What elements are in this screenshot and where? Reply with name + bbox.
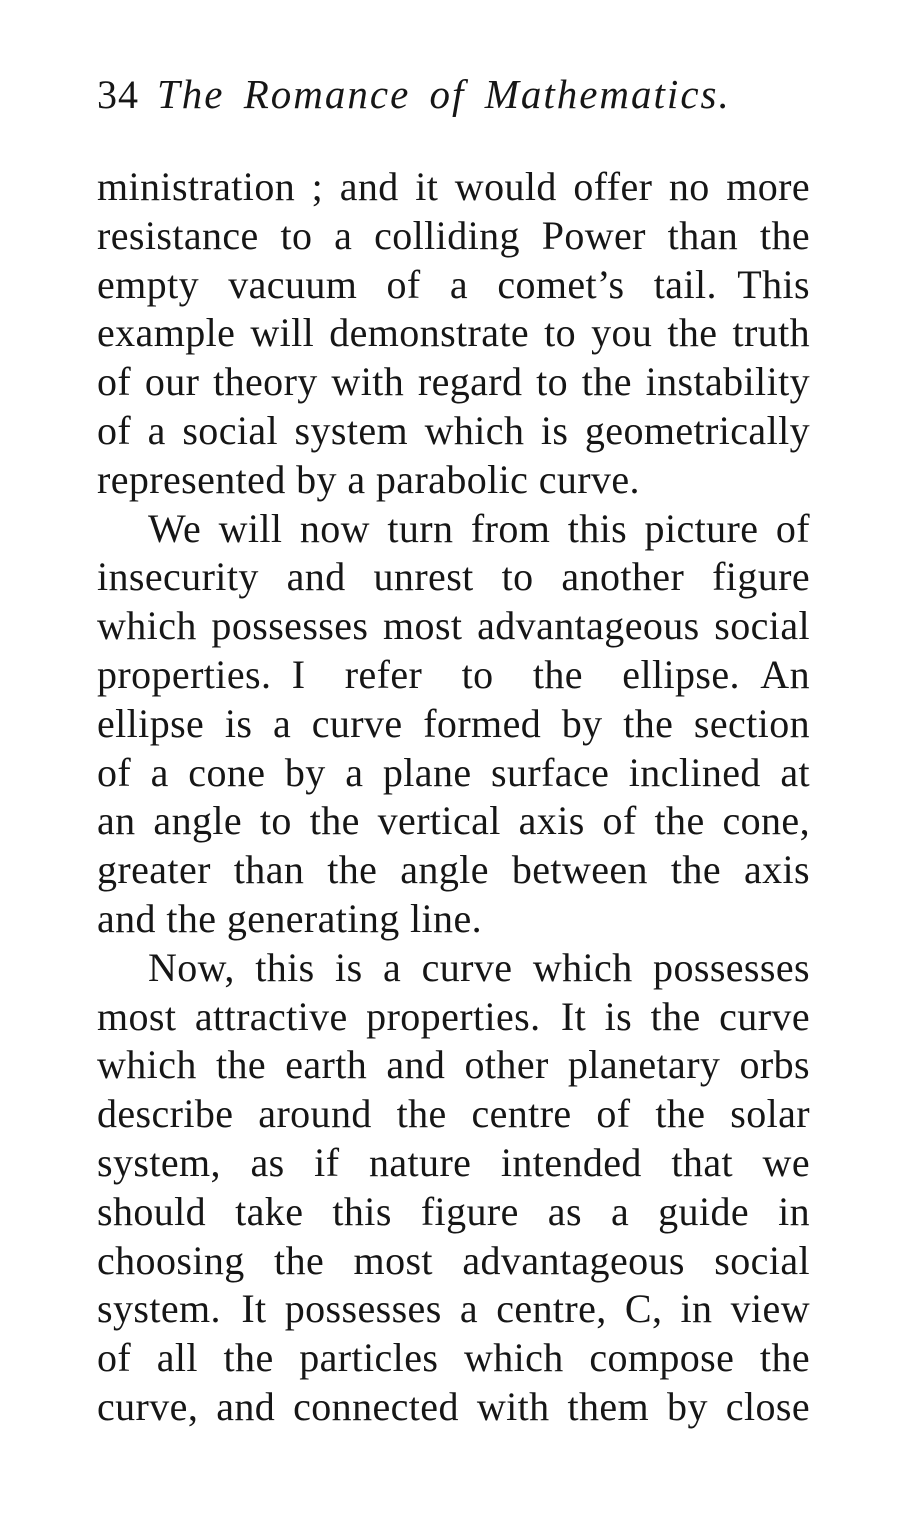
text-line: of a social system which is geometrically [97,407,810,453]
text-line: curve, and connected with them by close [97,1383,810,1429]
text-line: of our theory with regard to the instability [97,359,810,405]
text-line: of a cone by a plane surface inclined at [97,749,810,795]
text-line: system. It possesses a centre, C, in view [97,1286,810,1332]
text-line: describe around the centre of the solar [97,1091,810,1137]
text-line: most attractive properties. It is the curve [97,993,810,1039]
text-line: empty vacuum of a comet’s tail. This [97,261,810,307]
text-line: should take this figure as a guide in [97,1188,810,1234]
text-line: choosing the most advantageous social [97,1237,810,1283]
text-line: an angle to the vertical axis of the cone, [97,798,810,844]
text-line: ellipse is a curve formed by the section [97,700,810,746]
text-line: system, as if nature intended that we [97,1139,810,1185]
text-line: insecurity and unrest to another figure [97,554,810,600]
body-text [97,163,810,1432]
text-line: which possesses most advantageous social [97,603,810,649]
text-line: Now, this is a curve which possesses [148,944,810,990]
text-line: properties. I refer to the ellipse. An [97,651,810,697]
text-line: which the earth and other planetary orbs [97,1042,810,1088]
text-line: example will demonstrate to you the truth [97,310,810,356]
running-title: The Romance of Mathematics. [157,71,731,117]
text-line: represented by a parabolic curve. [97,456,640,502]
text-line: greater than the angle between the axis [97,847,810,893]
text-line: and the generating line. [97,895,483,941]
text-line: resistance to a colliding Power than the [97,212,810,258]
text-line: We will now turn from this picture of [148,505,810,551]
page-header [97,72,810,117]
text-line: of all the particles which compose the [97,1335,810,1381]
text-line: ministration ; and it would offer no more [97,164,810,209]
page-number: 34 [97,72,139,117]
